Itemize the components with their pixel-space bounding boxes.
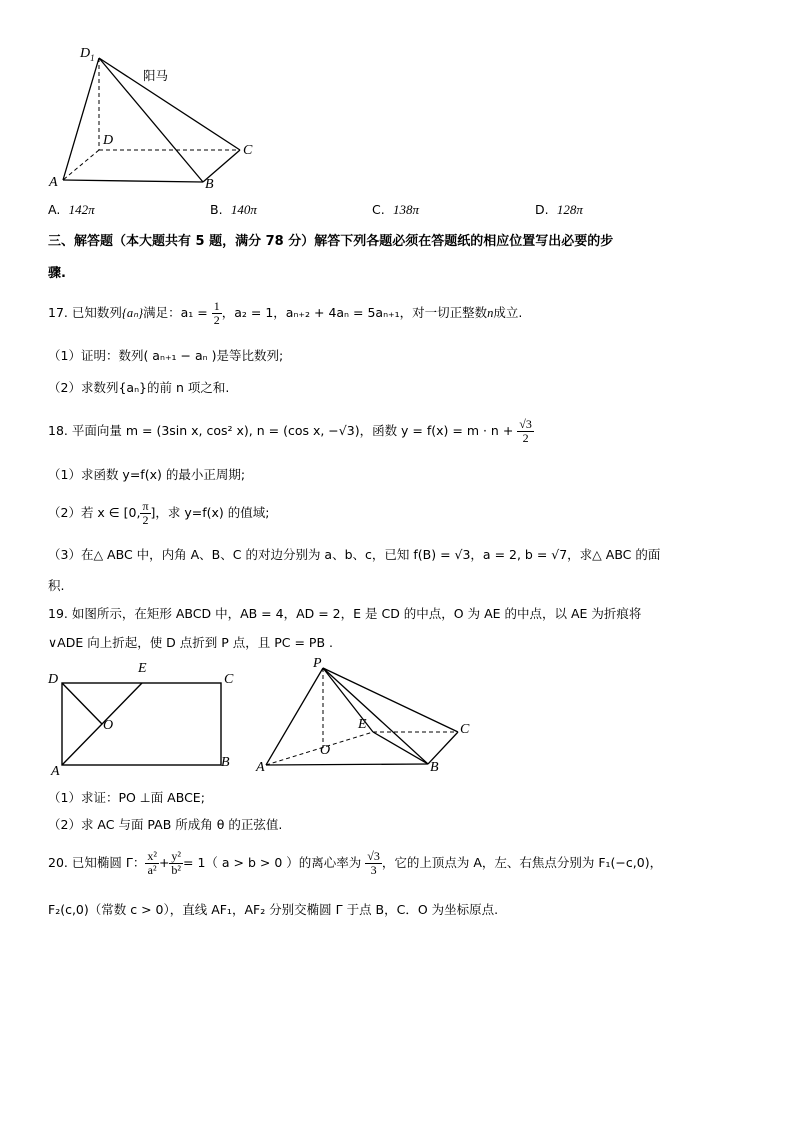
q18-part3-line1: （3）在△ ABC 中，内角 A、B、C 的对边分别为 a、b、c，已知 f(B) = √3，a = 2, b = √7，求△ ABC 的面	[48, 547, 661, 562]
q19-line1: 19. 如图所示，在矩形 ABCD 中，AB = 4，AD = 2，E 是 CD 的中点，O 为 AE 的中点，以 AE 为折痕将	[48, 606, 642, 621]
q20-line2: F₂(c,0)（常数 c > 0），直线 AF₁，AF₂ 分别交椭圆 Γ 于点 B，C．O 为坐标原点.	[48, 902, 499, 917]
pyr-label-p: P	[313, 656, 322, 671]
q17-part1: （1）证明：数列( aₙ₊₁ − aₙ )是等比数列;	[48, 348, 284, 363]
choice-c[interactable]: C. 138π	[372, 202, 419, 217]
section-heading-line1: 三、解答题（本大题共有 5 题，满分 78 分）解答下列各题必须在答题纸的相应位置写出必要的步	[48, 234, 614, 249]
rectangle-figure	[55, 675, 235, 775]
q20-stem: 20. 已知椭圆 Γ： $\frac{\text{x²}}{\text{a²}}$ + $\frac{\text{y²}}{\text{b²}}$ = 1（ a > b > 0 ）的离心率为 $\frac{√3}{3}$ ，它的上顶点为 A，左、右焦点分别为 F₁(−c,0)，	[48, 849, 663, 877]
label-d: D	[103, 133, 114, 148]
q17-half-fraction: $\frac{1}{2}$	[213, 299, 220, 327]
q19-part1: （1）求证：PO ⊥面 ABCE;	[48, 790, 205, 805]
label-b: B	[205, 177, 214, 192]
pyr-label-c: C	[460, 722, 470, 737]
q17-part2: （2）求数列{aₙ}的前 n 项之和.	[48, 380, 230, 395]
q19-line2: ∨ADE 向上折起，使 D 点折到 P 点，且 PC = PB .	[48, 635, 333, 650]
rect-label-d: D	[48, 672, 59, 687]
pyr-label-b: B	[430, 760, 439, 775]
yangma-figure	[45, 40, 265, 200]
q18-part3-line2: 积.	[48, 578, 65, 593]
label-d1: $D_1$	[80, 46, 95, 63]
label-yangma: 阳马	[143, 68, 169, 83]
pyr-label-e: E	[358, 717, 367, 732]
rect-label-e: E	[138, 661, 147, 676]
rect-label-o: O	[103, 718, 114, 733]
q18-root3-half: $\frac{√3}{2}$	[519, 417, 532, 445]
q19-part2: （2）求 AC 与面 PAB 所成角 θ 的正弦值.	[48, 817, 283, 832]
rect-label-b: B	[221, 755, 230, 770]
choice-d[interactable]: D. 128π	[535, 202, 583, 217]
q18-stem: 18. 平面向量 m = (3sin x, cos² x), n = (cos x, −√3)，函数 y = f(x) = m · n + $\frac{√3}{2}$	[48, 417, 532, 445]
rect-label-c: C	[224, 672, 234, 687]
rect-label-a: A	[51, 764, 60, 779]
choice-a[interactable]: A. 142π	[48, 202, 95, 217]
choice-b[interactable]: B. 140π	[210, 202, 257, 217]
q17-stem: 17. 已知数列{aₙ}满足：a₁ = $\frac{1}{2}$ ，a₂ = 1，aₙ₊₂ + 4aₙ = 5aₙ₊₁，对一切正整数n成立.	[48, 299, 523, 327]
q18-part1: （1）求函数 y=f(x) 的最小正周期;	[48, 467, 246, 482]
pyr-label-a: A	[256, 760, 265, 775]
pyr-label-o: O	[320, 743, 331, 758]
section-heading-line2: 骤.	[48, 266, 66, 281]
q18-part2: （2）若 x ∈ [0, $\frac{\pi}{2}$ ]，求 y=f(x) 的值域;	[48, 499, 270, 527]
label-a: A	[49, 175, 58, 190]
label-c: C	[243, 143, 253, 158]
